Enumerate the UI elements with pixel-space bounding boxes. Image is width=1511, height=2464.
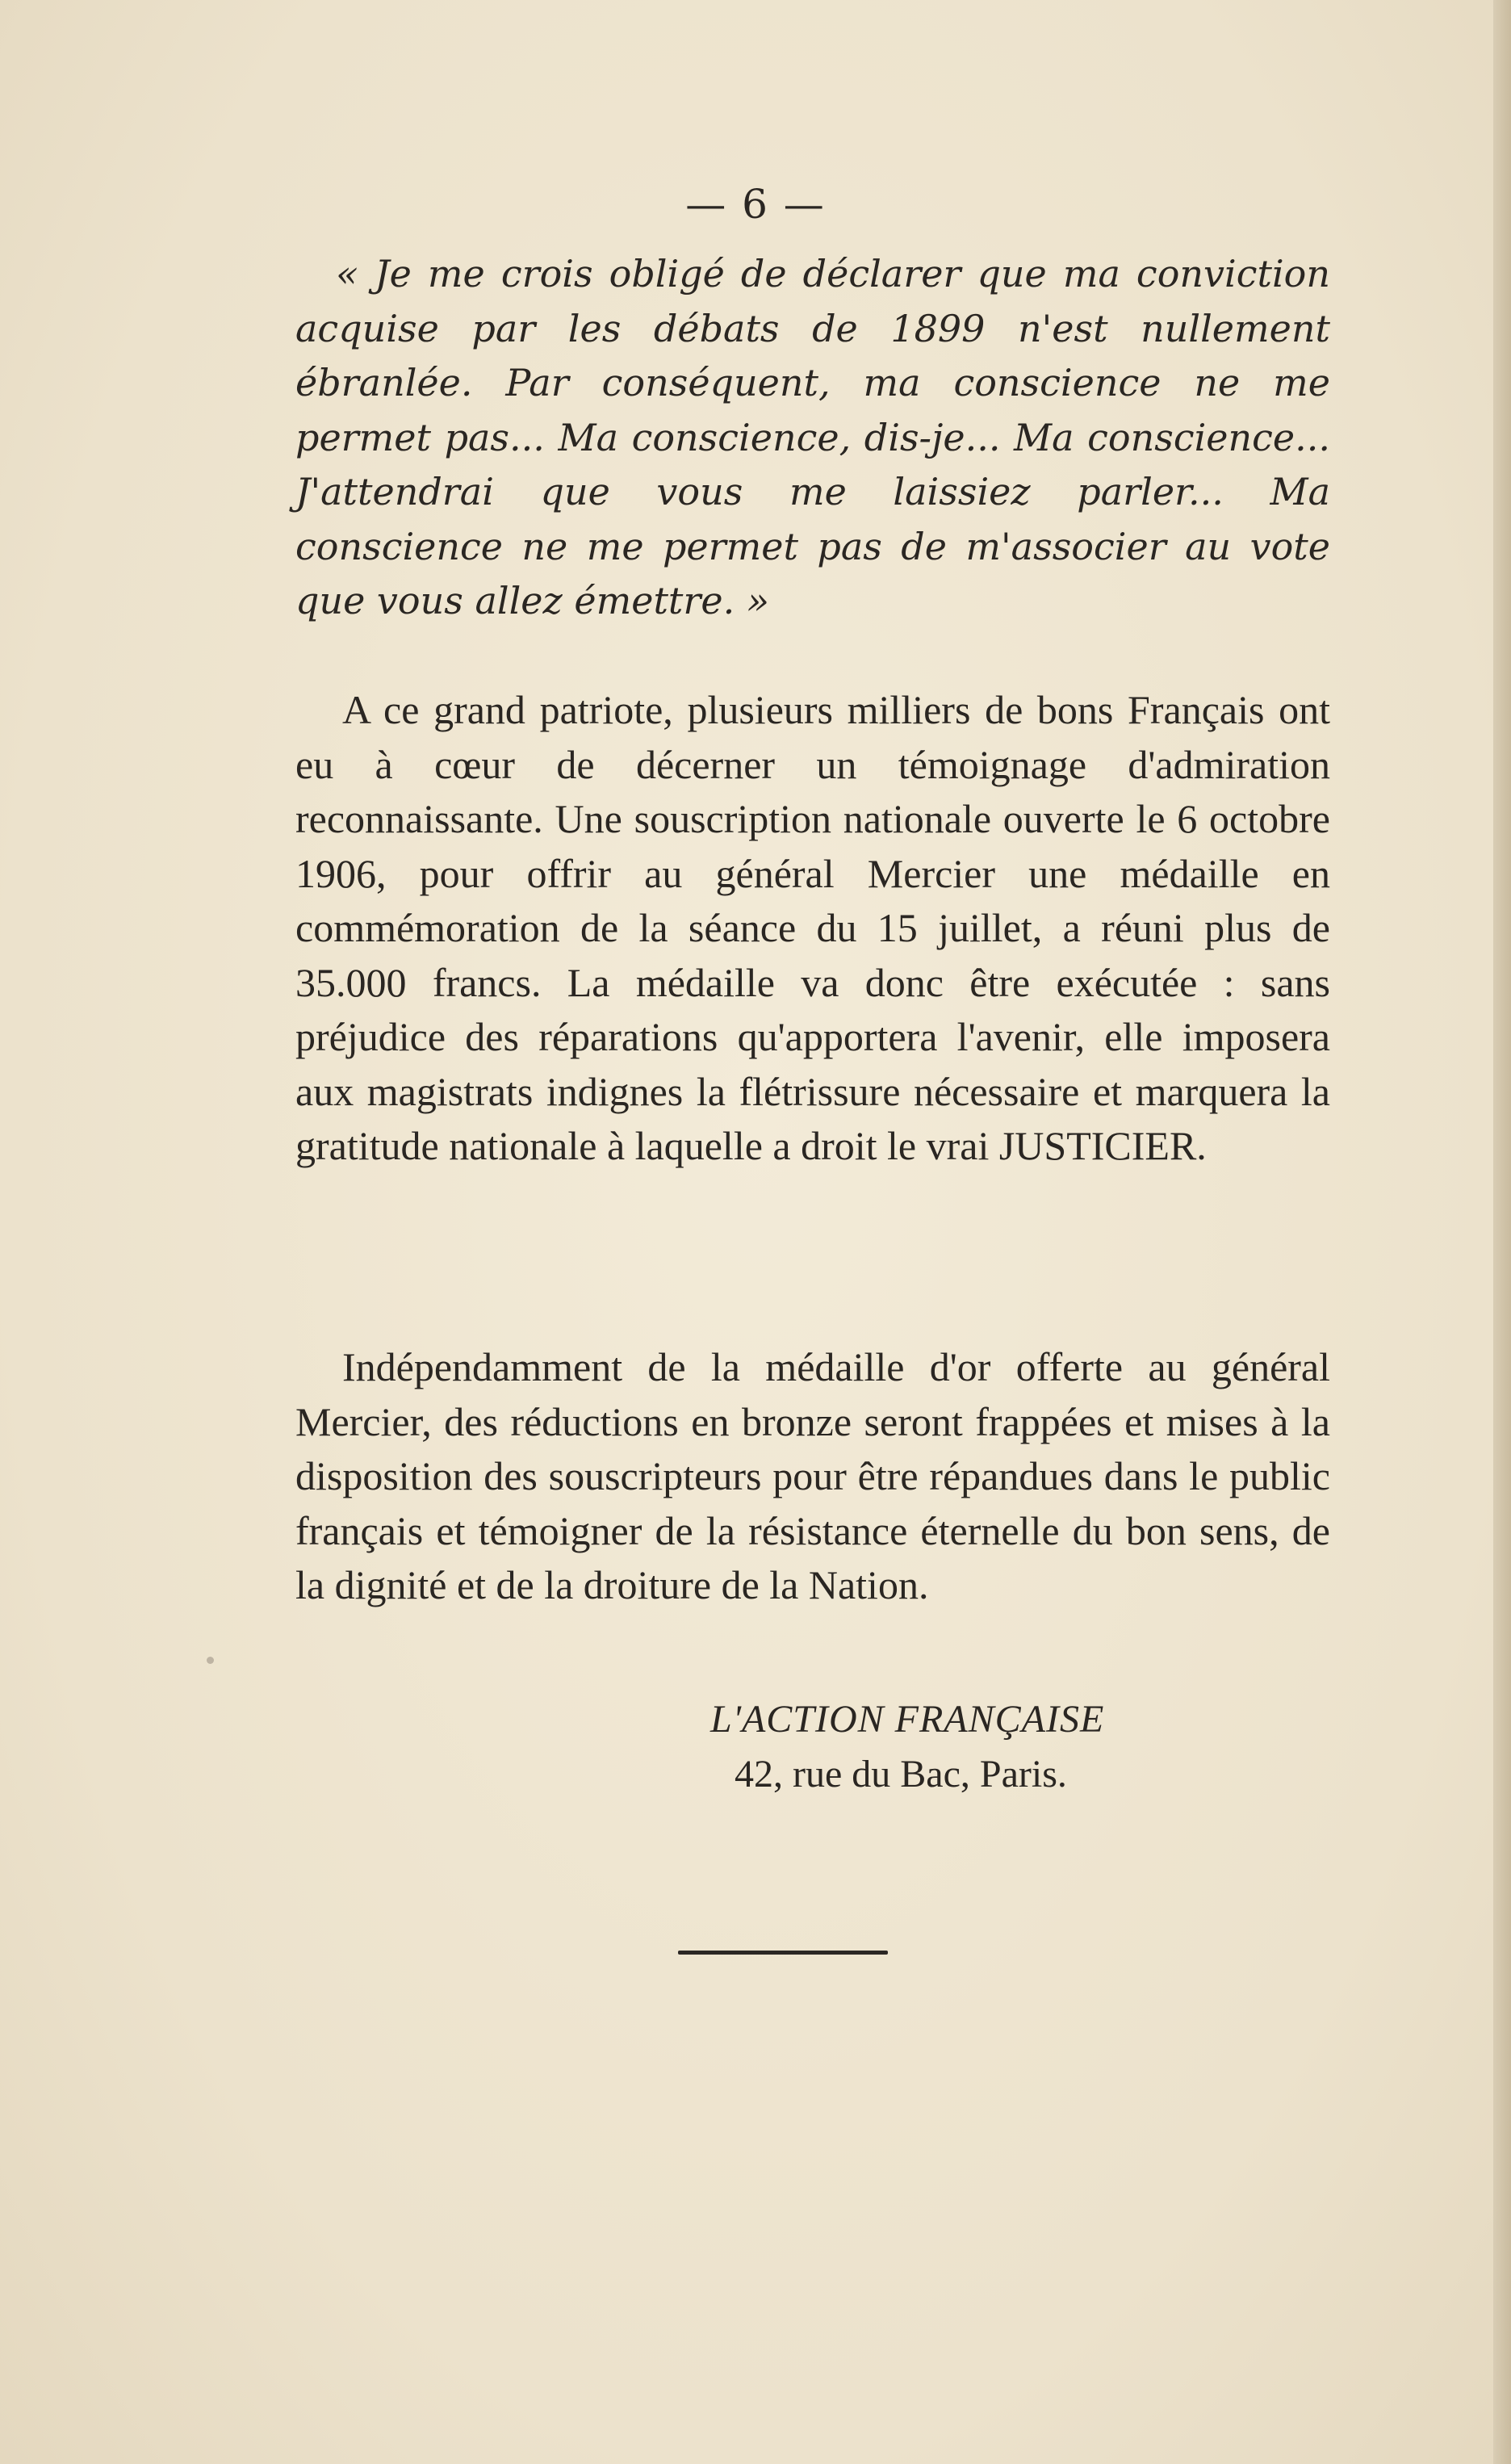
paper-speck [207,1657,214,1664]
body-paragraph-subscription: A ce grand patriote, plusieurs milliers de bons Français ont eu à cœur de décerner un témoignage d'admiration reconnaissante. Une souscription nationale ouverte le 6 octobre 1906, pour offrir au général Mercier une médaille en commémoration de la séance du 15 juillet, a réuni plus de 35.000 francs. La médaille va donc être exécutée : sans préjudice des réparations qu'apportera l'avenir, elle imposera aux magistrats indignes la flétrissure nécessaire et marquera la gratitude nationale à laquelle a droit le vrai JUSTICIER. [295,687,1330,1168]
signature-name: L'ACTION FRANÇAISE [710,1698,1105,1741]
signature-address: 42, rue du Bac, Paris. [735,1753,1067,1796]
quotation-paragraph [295,247,1330,629]
quotation-text: « Je me crois obligé de déclarer que ma conviction acquise par les débats de 1899 n'est nullement ébranlée. Par conséquent, ma conscience ne me permet pas... Ma conscience, dis-je... Ma conscience... J'attendrai que vous me laissiez parler... Ma conscience ne me permet pas de m'associer au vote que vous allez émettre. » [295,252,1330,622]
page-number: — 6 — [685,181,826,228]
body-paragraph-medal: Indépendamment de la médaille d'or offerte au général Mercier, des réductions en bronze seront frappées et mises à la disposition des souscripteurs pour être répandues dans le public français et témoigner de la résistance éternelle du bon sens, de la dignité et de la droiture de la Nation. [295,1344,1330,1607]
page-edge-shadow [1493,0,1511,2464]
signature-block [710,1692,1340,1802]
closing-rule-divider [678,1951,888,1955]
